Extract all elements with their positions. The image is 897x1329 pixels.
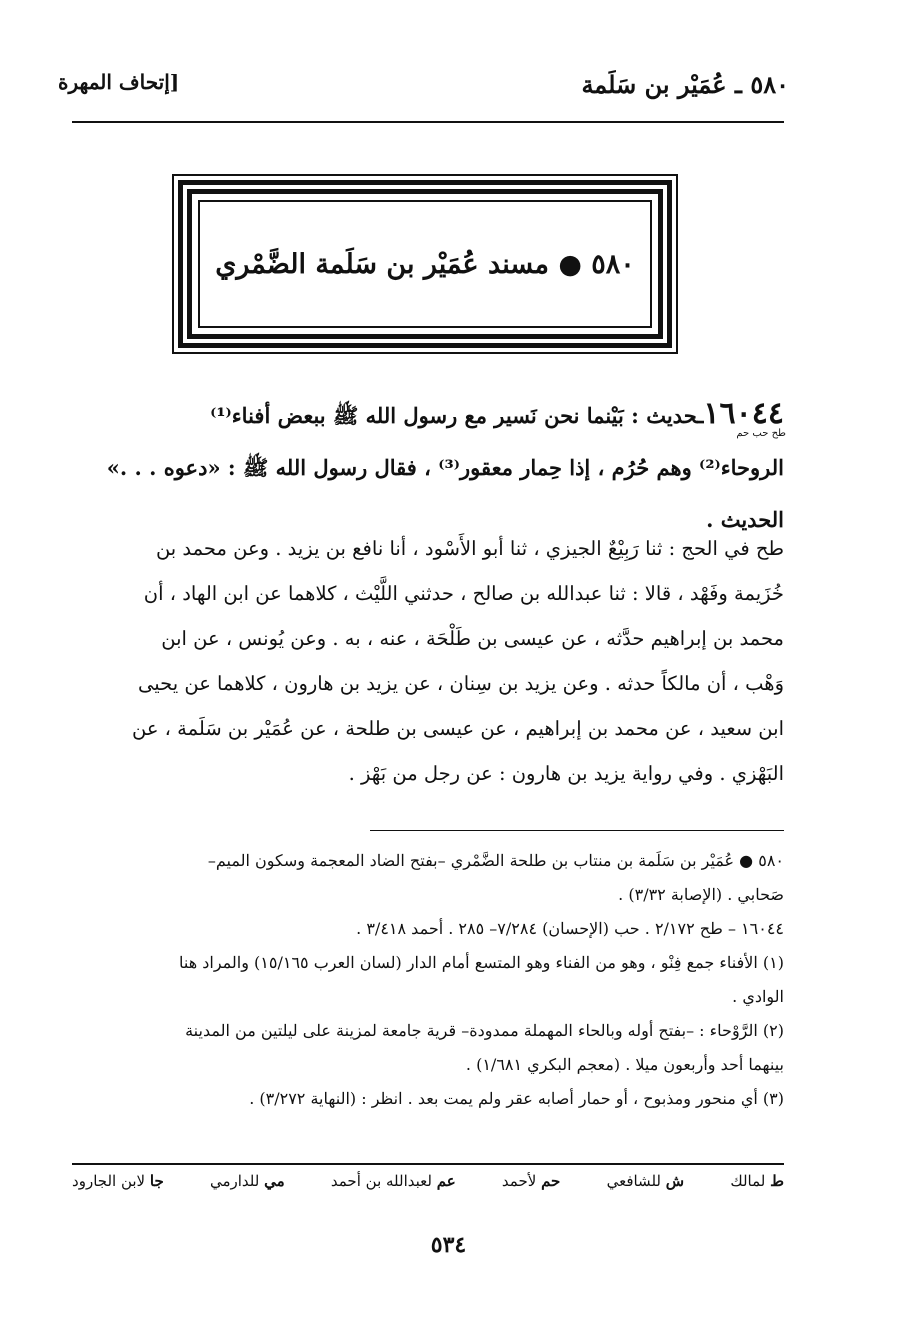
hadith-text: ـحديث : بَيْنما نحن نَسير مع رسول الله ﷺ ببعض أفناء⁽¹⁾: [210, 403, 704, 428]
footnote-line: بينهما أحد وأربعون ميلا . (معجم البكري ١/٦٨١) .: [465, 1055, 784, 1074]
paragraph-line: طح في الحج : ثنا رَبِيْعٌ الجيزي ، ثنا أبو الأَسْود ، أنا نافع بن يزيد . وعن محمد بن: [155, 537, 784, 560]
page-number: ٥٣٤: [430, 1232, 467, 1258]
footnote-line: ٥٨٠ ● عُمَيْر بن سَلَمة بن منتاب بن طلحة الضَّمْري –بفتح الضاد المعجمة وسكون الميم–: [207, 851, 784, 870]
abbreviation-rule: [72, 1163, 784, 1165]
running-header-title: ٥٨٠ ـ عُمَيْر بن سَلَمة: [581, 70, 789, 99]
hadith-line: [72, 388, 784, 442]
source-marks: طح حب حم: [736, 428, 786, 439]
hadith-line: الروحاء⁽²⁾ وهم حُرُم ، إذا حِمار معقور⁽³⁾ ، فقال رسول الله ﷺ : «دعوه . . .»: [106, 455, 784, 480]
paragraph-line: وَهْب ، أن مالكاً حدثه . وعن يزيد بن سِنان ، عن يزيد بن هارون ، كلاهما عن يحيى: [138, 672, 784, 695]
abbreviation-item: عم لعبدالله بن أحمد: [330, 1172, 456, 1190]
header-rule: [72, 121, 784, 123]
footnote-line: صَحابي . (الإصابة ٣/٣٢) .: [618, 885, 784, 904]
paragraph-line: محمد بن إبراهيم حدَّثه ، عن عيسى بن طَلْحَة ، عنه ، به . وعن يُونس ، عن ابن: [161, 627, 784, 650]
footnote-line: ١٦٠٤٤ – طح ٢/١٧٢ . حب (الإحسان) ٧/٢٨٤– ٢٨٥ . أحمد ٣/٤١٨ .: [356, 919, 784, 938]
footnote-separator: [370, 830, 784, 831]
footnote-line: (٣) أي منحور ومذبوح ، أو حمار أصابه عقر ولم يمت بعد . انظر : (النهاية ٣/٢٧٢) .: [249, 1089, 784, 1108]
hadith-line: الحديث .: [706, 507, 784, 532]
musnad-title: ٥٨٠ ● مسند عُمَيْر بن سَلَمة الضَّمْري: [215, 248, 635, 280]
footnotes: [72, 844, 784, 1116]
paragraph-line: ابن سعيد ، عن محمد بن إبراهيم ، عن عيسى بن طلحة ، عن عُمَيْر بن سَلَمة ، عن: [131, 717, 784, 740]
footnote-line: (١) الأفناء جمع فِنْو ، وهو من الفناء وهو المتسع أمام الدار (لسان العرب ١٥/١٦٥) والمراد هنا: [179, 953, 784, 972]
running-header-book: [إتحاف المهرة: [58, 70, 180, 94]
abbreviation-item: حم لأحمد: [501, 1172, 561, 1190]
title-frame-inner: [198, 200, 652, 328]
isnad-paragraph: [72, 526, 784, 796]
hadith-number: ١٦٠٤٤: [703, 396, 784, 431]
abbreviation-item: ط لمالك: [730, 1172, 784, 1190]
abbreviation-key: [72, 1172, 784, 1190]
abbreviation-item: ش للشافعي: [606, 1172, 685, 1190]
paragraph-line: البَهْزي . وفي رواية يزيد بن هارون : عن رجل من بَهْز .: [348, 762, 784, 785]
footnote-line: (٢) الرَّوْحاء : –بفتح أوله وبالحاء المهملة ممدودة– قرية جامعة لمزينة على ليلتين من المدينة: [185, 1021, 784, 1040]
abbreviation-item: مي للدارمي: [209, 1172, 285, 1190]
footnote-line: الوادي .: [732, 987, 784, 1006]
hadith-block: [72, 388, 784, 546]
ornamental-title-frame: [178, 180, 672, 348]
paragraph-line: خُزَيمة وفَهْد ، قالا : ثنا عبدالله بن صالح ، حدثني اللَّيْث ، كلاهما عن ابن الهاد ، أن: [143, 582, 784, 605]
abbreviation-item: جا لابن الجارود: [72, 1172, 164, 1190]
